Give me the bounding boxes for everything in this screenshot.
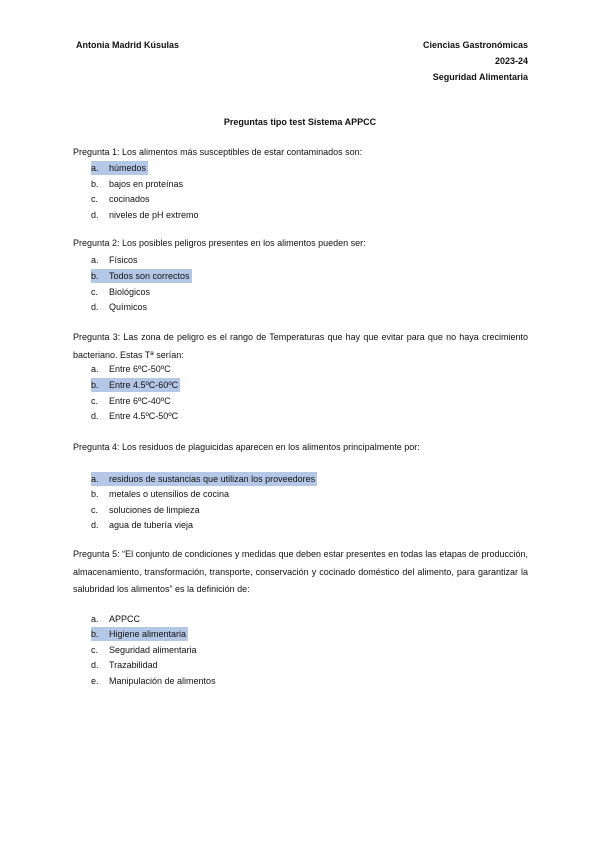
- question-3-option-b: [91, 378, 180, 392]
- option-letter: b.: [91, 629, 99, 639]
- option-letter: a.: [91, 163, 99, 173]
- option-letter: d.: [91, 520, 99, 530]
- author-name: Antonia Madrid Kúsulas: [76, 40, 180, 50]
- option-letter: b.: [91, 271, 99, 281]
- option-text: Seguridad alimentaria: [109, 645, 197, 655]
- question-1-option-c: [91, 192, 150, 206]
- question-2-option-a: [91, 253, 138, 267]
- question-1-option-d: [91, 208, 199, 222]
- question-2-option-c: [91, 285, 150, 299]
- option-text: Trazabilidad: [109, 660, 158, 670]
- option-letter: a.: [91, 255, 99, 265]
- option-text: Químicos: [109, 302, 148, 312]
- option-letter: c.: [91, 645, 99, 655]
- option-text: bajos en proteínas: [109, 179, 184, 189]
- option-letter: e.: [91, 676, 99, 686]
- course-topic: Seguridad Alimentaria: [432, 72, 528, 82]
- option-letter: c.: [91, 396, 99, 406]
- question-2-option-b: [91, 269, 192, 283]
- option-letter: b.: [91, 380, 99, 390]
- question-2-text: Pregunta 2: Los posibles peligros presentes en los alimentos pueden ser:: [73, 238, 366, 248]
- question-3-option-d: [91, 409, 178, 423]
- question-4-option-c: [91, 503, 200, 517]
- option-text: Entre 6ºC-40ºC: [109, 396, 171, 406]
- option-text: Todos son correctos: [109, 271, 190, 281]
- option-text: Entre 6ºC-50ºC: [109, 364, 171, 374]
- option-letter: b.: [91, 179, 99, 189]
- option-text: Físicos: [109, 255, 138, 265]
- question-1-option-b: [91, 177, 183, 191]
- academic-year: 2023-24: [494, 56, 528, 66]
- question-5-option-c: [91, 643, 197, 657]
- option-letter: b.: [91, 489, 99, 499]
- question-3-text: Pregunta 3: Las zona de peligro es el rango de Temperaturas que hay que evitar para que no haya crecimiento bacteriano. Estas Tª serían:: [73, 332, 528, 360]
- option-text: Biológicos: [109, 287, 151, 297]
- question-5-option-e: [91, 674, 216, 688]
- document-title: Preguntas tipo test Sistema APPCC: [223, 117, 377, 127]
- option-text: Entre 4.5ºC-50ºC: [109, 411, 179, 421]
- question-5-option-b: [91, 627, 188, 641]
- option-letter: c.: [91, 505, 99, 515]
- option-letter: d.: [91, 660, 99, 670]
- option-text: húmedos: [109, 163, 147, 173]
- option-text: APPCC: [109, 614, 141, 624]
- option-letter: d.: [91, 210, 99, 220]
- option-letter: d.: [91, 411, 99, 421]
- option-text: cocinados: [109, 194, 150, 204]
- option-text: metales o utensilios de cocina: [109, 489, 230, 499]
- question-4-text: Pregunta 4: Los residuos de plaguicidas aparecen en los alimentos principalmente por:: [73, 442, 420, 452]
- option-text: Higiene alimentaria: [109, 629, 187, 639]
- subject-name: Ciencias Gastronómicas: [422, 40, 528, 50]
- option-letter: a.: [91, 474, 99, 484]
- question-4-option-d: [91, 518, 193, 532]
- question-2-option-d: [91, 300, 147, 314]
- option-text: agua de tubería vieja: [109, 520, 194, 530]
- option-letter: c.: [91, 194, 99, 204]
- question-1-text: Pregunta 1: Los alimentos más susceptibles de estar contaminados son:: [73, 147, 363, 157]
- option-letter: d.: [91, 302, 99, 312]
- option-text: residuos de sustancias que utilizan los proveedores: [109, 474, 316, 484]
- question-3-option-a: [91, 362, 171, 376]
- option-text: Entre 4.5ºC-60ºC: [109, 380, 179, 390]
- option-letter: a.: [91, 614, 99, 624]
- question-1-option-a: [91, 161, 148, 175]
- option-letter: a.: [91, 364, 99, 374]
- option-text: niveles de pH extremo: [109, 210, 199, 220]
- question-3-option-c: [91, 394, 171, 408]
- question-5-text: Pregunta 5: “El conjunto de condiciones y medidas que deben estar presentes en todas las etapas de producción, almacenamiento, transformación, transporte, conservación y cocinado doméstico del alimento, para garantizar la salubridad los alimentos” es la definición de:: [73, 549, 528, 594]
- option-text: soluciones de limpieza: [109, 505, 200, 515]
- question-5-option-d: [91, 658, 158, 672]
- question-4-option-a: [91, 472, 317, 486]
- question-4-option-b: [91, 487, 229, 501]
- question-5-option-a: [91, 612, 140, 626]
- option-text: Manipulación de alimentos: [109, 676, 216, 686]
- option-letter: c.: [91, 287, 99, 297]
